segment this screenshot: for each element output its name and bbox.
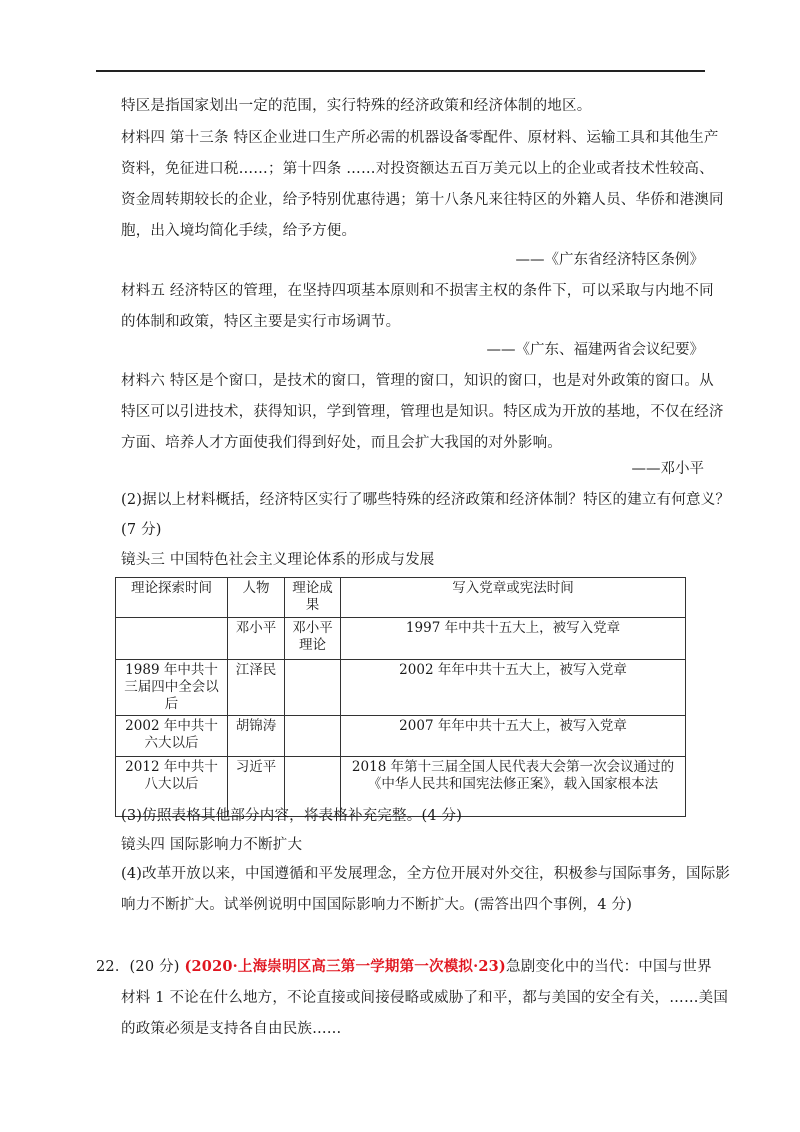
table-cell-time (116, 618, 228, 660)
table-cell-person: 胡锦涛 (228, 716, 285, 757)
material-6-line-1: 材料六 特区是个窗口，是技术的窗口，管理的窗口，知识的窗口，也是对外政策的窗口。从 (121, 373, 714, 389)
table-cell-person: 习近平 (228, 757, 285, 817)
question-4-line-2: 响力不断扩大。试举例说明中国国际影响力不断扩大。(需答出四个事例，4 分) (121, 897, 633, 913)
table-cell-person: 江泽民 (228, 660, 285, 716)
table-cell-written: 2018 年第十三届全国人民代表大会第一次会议通过的《中华人民共和国宪法修正案》，载入国家根本法 (341, 757, 686, 817)
question-22-heading (96, 957, 712, 977)
table-cell-time: 2012 年中共十八大以后 (116, 757, 228, 817)
material-1-line-2: 的政策必须是支持各自由民族…… (121, 1021, 342, 1037)
lens-4-heading: 镜头四 国际影响力不断扩大 (121, 837, 303, 853)
table-cell-time: 2002 年中共十六大以后 (116, 716, 228, 757)
material-5-line-1: 材料五 经济特区的管理，在坚持四项基本原则和不损害主权的条件下，可以采取与内地不同 (121, 283, 714, 299)
material-6-line-2: 特区可以引进技术，获得知识，学到管理，管理也是知识。特区成为开放的基地，不仅在经济 (121, 404, 724, 420)
table-cell-written: 2007 年年中共十五大上，被写入党章 (341, 716, 686, 757)
material-5-line-2: 的体制和政策，特区主要是实行市场调节。 (121, 314, 401, 330)
material-4-line-2: 资料，免征进口税……；第十四条 ……对投资额达五百万美元以上的企业或者技术性较高、 (121, 161, 714, 177)
table-cell-theory: 邓小平理论 (285, 618, 341, 660)
theory-table (115, 577, 686, 817)
header-rule (96, 70, 705, 72)
material-6-line-3: 方面、培养人才方面使我们得到好处，而且会扩大我国的对外影响。 (121, 435, 562, 451)
material-4-line-4: 胞，出入境均简化手续，给予方便。 (121, 223, 357, 239)
material-5-citation: ——《广东、福建两省会议纪要》 (486, 342, 704, 358)
material-4-line-3: 资金周转期较长的企业，给予特别优惠待遇；第十八条凡来往特区的外籍人员、华侨和港澳同 (121, 192, 724, 208)
table-cell-theory (285, 716, 341, 757)
lens-3-heading: 镜头三 中国特色社会主义理论体系的形成与发展 (121, 552, 435, 568)
table-cell-written: 2002 年年中共十五大上，被写入党章 (341, 660, 686, 716)
table-header-cell: 人物 (228, 578, 285, 618)
material-4-line-1: 材料四 第十三条 特区企业进口生产所必需的机器设备零配件、原材料、运输工具和其他生产 (121, 130, 719, 146)
table-header-cell: 理论探索时间 (116, 578, 228, 618)
table-row (116, 618, 686, 660)
table-cell-written: 1997 年中共十五大上，被写入党章 (341, 618, 686, 660)
table-header-cell: 写入党章或宪法时间 (341, 578, 686, 618)
table-row (116, 716, 686, 757)
question-22-number: 22．(20 分) (96, 959, 180, 975)
table-row (116, 660, 686, 716)
question-2-score: (7 分) (121, 522, 162, 538)
table-cell-person: 邓小平 (228, 618, 285, 660)
definition-line: 特区是指国家划出一定的范围，实行特殊的经济政策和经济体制的地区。 (121, 98, 592, 114)
question-4-line-1: (4)改革开放以来，中国遵循和平发展理念，全方位开展对外交往，积极参与国际事务，国际影 (121, 866, 731, 882)
question-22-title: 急剧变化中的当代：中国与世界 (506, 959, 712, 975)
table-cell-theory (285, 660, 341, 716)
material-1-line-1: 材料 1 不论在什么地方，不论直接或间接侵略或威胁了和平，都与美国的安全有关，……美国 (121, 990, 729, 1006)
table-header-row (116, 578, 686, 618)
question-22-source: (2020·上海崇明区高三第一学期第一次模拟·23) (184, 958, 506, 975)
material-6-citation: ——邓小平 (631, 461, 704, 477)
table-cell-time: 1989 年中共十三届四中全会以后 (116, 660, 228, 716)
question-3: (3)仿照表格其他部分内容，将表格补充完整。(4 分) (121, 808, 463, 824)
table-header-cell: 理论成果 (285, 578, 341, 618)
question-2-line-1: (2)据以上材料概括，经济特区实行了哪些特殊的经济政策和经济体制？特区的建立有何意义？ (121, 492, 731, 508)
material-4-citation: ——《广东省经济特区条例》 (515, 252, 704, 268)
